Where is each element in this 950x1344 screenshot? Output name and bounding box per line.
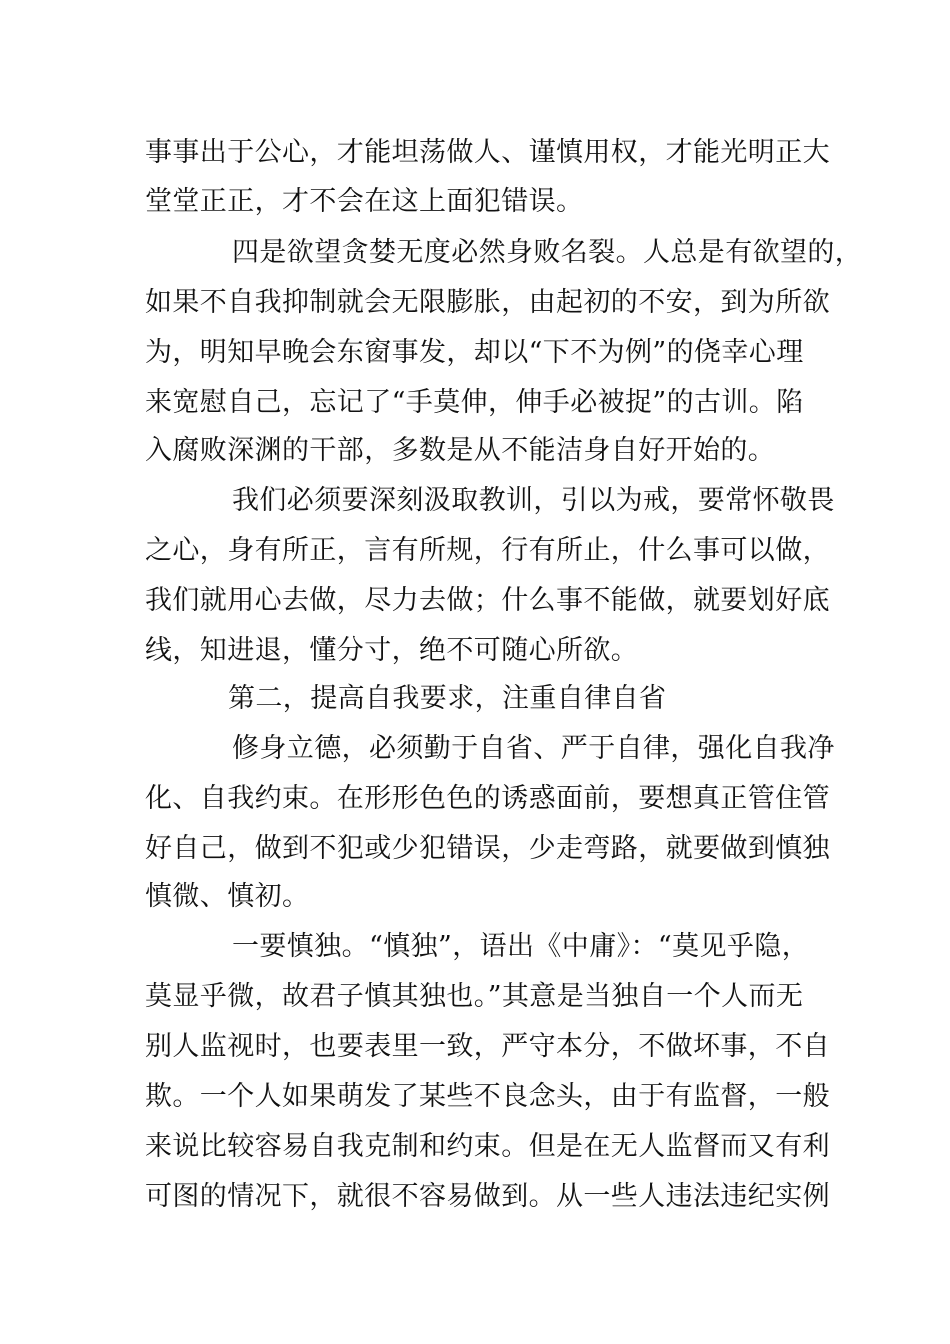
text-line: 线，知进退，懂分寸，绝不可随心所欲。 [145,635,639,666]
text-line: 化、自我约束。在形形色色的诱惑面前，要想真正管住管 [145,783,830,814]
text-line: 入腐败深渊的干部，多数是从不能洁身自好开始的。 [145,435,776,466]
text-line: 堂堂正正，才不会在这上面犯错误。 [145,186,584,217]
section-heading: 第二，提高自我要求，注重自律自省 [228,683,667,714]
text-line: 来说比较容易自我克制和约束。但是在无人监督而又有利 [145,1131,830,1162]
text-line: 如果不自我抑制就会无限膨胀，由起初的不安，到为所欲 [145,287,830,318]
paragraph-start-line: 修身立德，必须勤于自省、严于自律，强化自我净 [232,733,835,764]
text-line: 欺。一个人如果萌发了某些不良念头，由于有监督，一般 [145,1081,830,1112]
paragraph-start-line: 我们必须要深刻汲取教训，引以为戒，要常怀敬畏 [232,485,835,516]
paragraph-start-line: 一要慎独。“慎独”，语出《中庸》：“莫见乎隐， [232,931,810,962]
text-line: 来宽慰自己，忘记了“手莫伸，伸手必被捉”的古训。陷 [145,387,804,418]
text-line: 为，明知早晚会东窗事发，却以“下不为例”的侥幸心理 [145,337,804,368]
text-line: 我们就用心去做，尽力去做；什么事不能做，就要划好底 [145,585,830,616]
text-line: 莫显乎微，故君子慎其独也。”其意是当独自一个人而无 [145,981,804,1012]
text-line: 可图的情况下，就很不容易做到。从一些人违法违纪实例 [145,1181,830,1212]
text-line: 慎微、慎初。 [145,881,310,912]
text-line: 好自己，做到不犯或少犯错误，少走弯路，就要做到慎独 [145,833,830,864]
text-line: 事事出于公心，才能坦荡做人、谨慎用权，才能光明正大 [145,137,830,168]
text-line: 之心，身有所正，言有所规，行有所止，什么事可以做， [145,535,830,566]
paragraph-start-line: 四是欲望贪婪无度必然身败名裂。人总是有欲望的， [232,237,863,268]
text-line: 别人监视时，也要表里一致，严守本分，不做坏事，不自 [145,1031,830,1062]
